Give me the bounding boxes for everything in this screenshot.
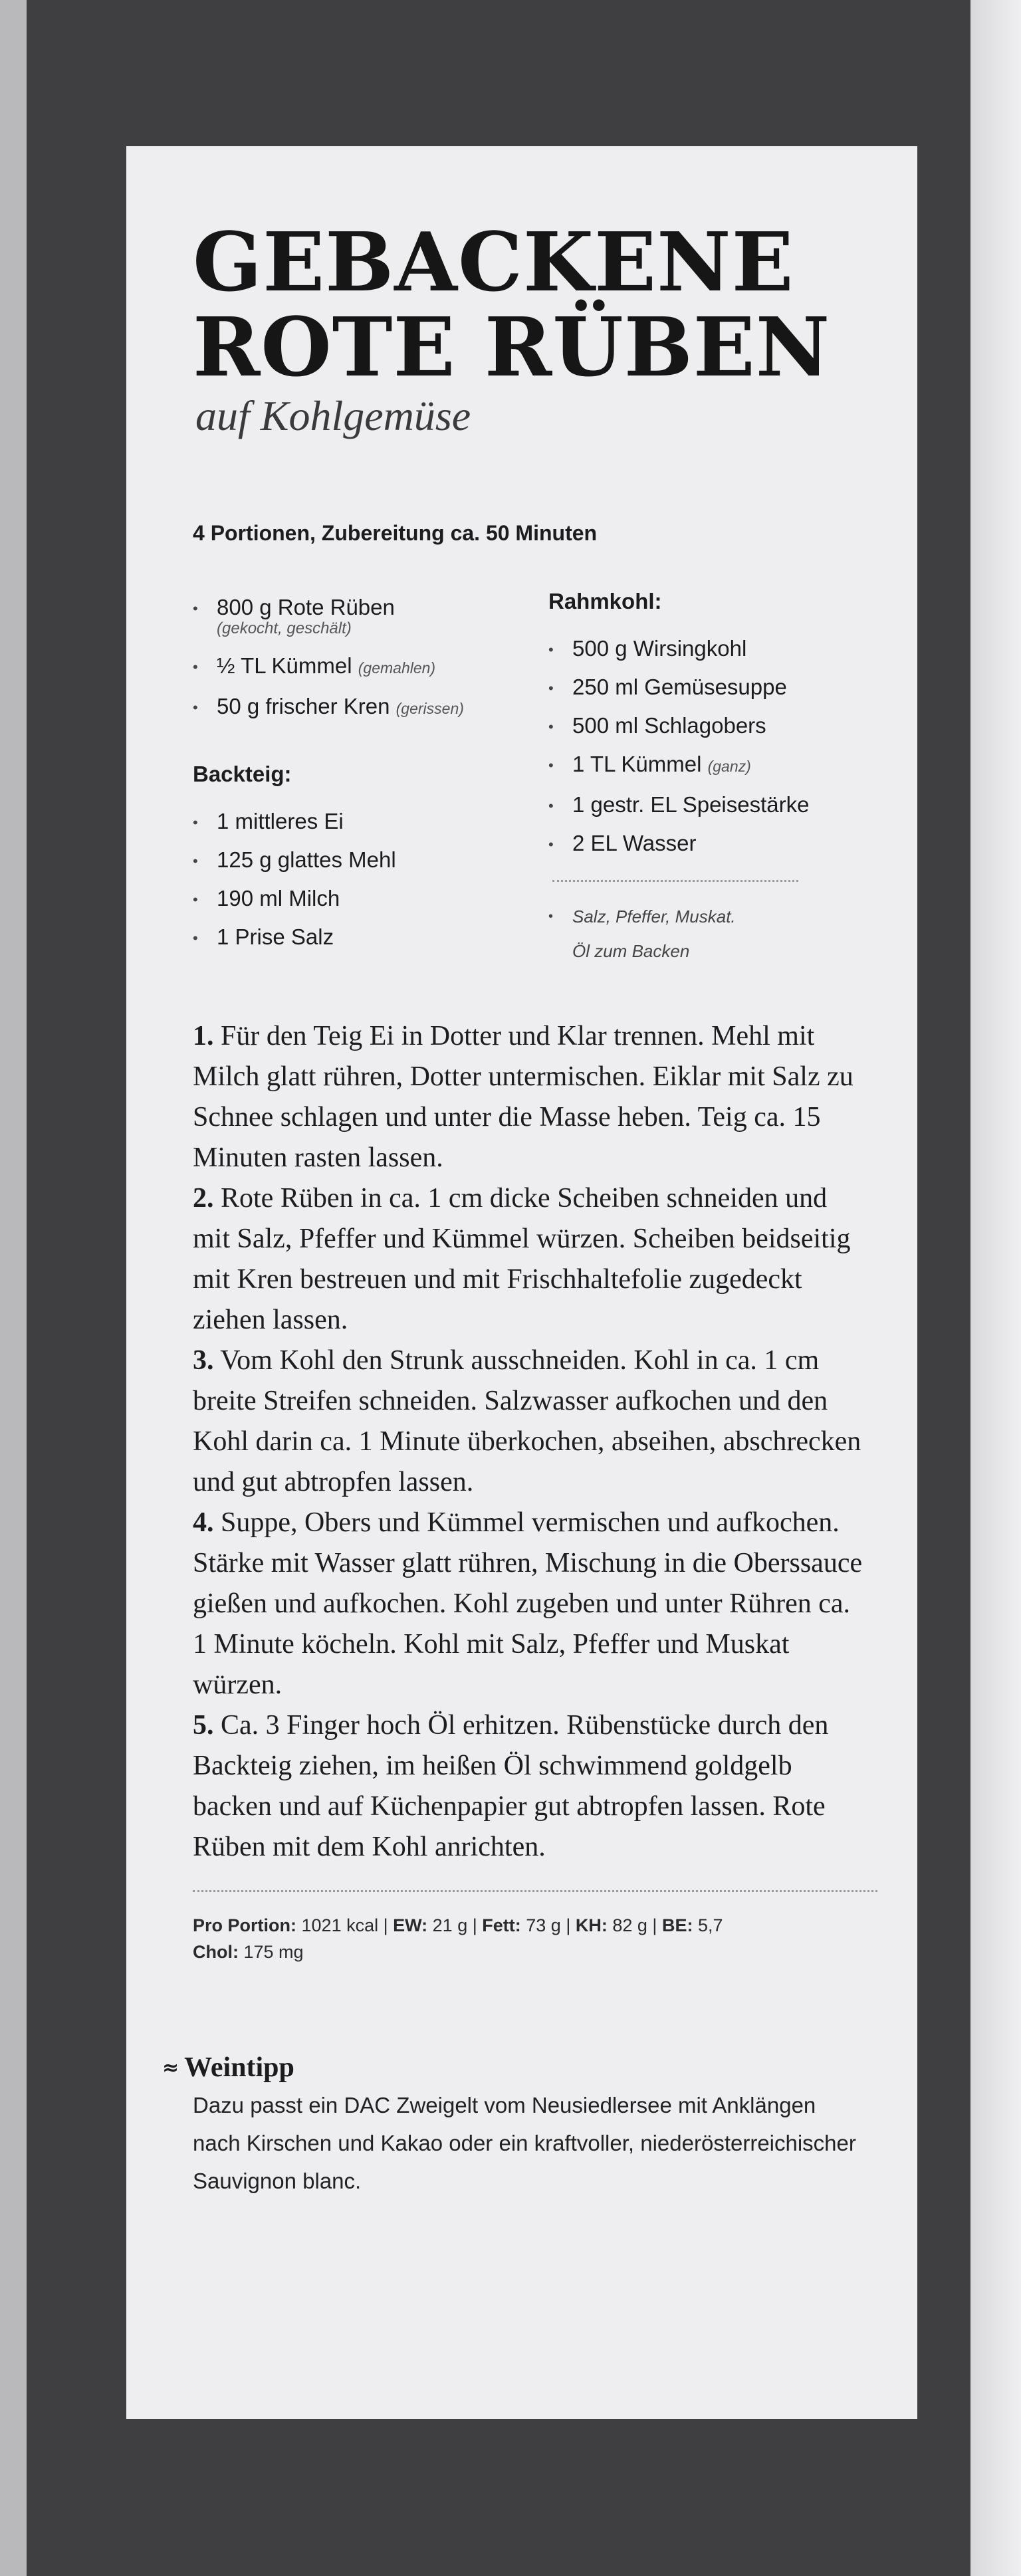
wine-tip-title: Weintipp (184, 2052, 294, 2083)
step-text: Vom Kohl den Strunk ausschneiden. Kohl in ca. 1 cm breite Streifen schneiden. Salzwasser aufkochen und den Kohl darin ca. 1 Minute überkochen, abseihen, abschrecken und gut abtropfen lassen. (193, 1345, 861, 1497)
ingredient-note: (gekocht, geschält) (217, 619, 352, 637)
ingredient-text: 250 ml Gemüsesuppe (572, 675, 787, 699)
nutrition-label: Pro Portion: (193, 1915, 296, 1935)
step-text: Suppe, Obers und Kümmel vermischen und aufkochen. Stärke mit Wasser glatt rühren, Mischung in die Oberssauce gießen und aufkochen. Kohl zugeben und unter Rühren ca. 1 Minute köcheln. Kohl mit Salz, Pfeffer und Muskat würzen. (193, 1507, 863, 1700)
step-5 (193, 1705, 864, 1868)
recipe-title (193, 214, 864, 395)
ingredient-text: 500 g Wirsingkohl (572, 636, 747, 661)
ingredient-text: 1 TL Kümmel (572, 752, 702, 776)
backteig-heading: Backteig: (193, 762, 292, 786)
ingredient-item: • 190 ml Milch (193, 879, 548, 918)
extras-line: Salz, Pfeffer, Muskat. (572, 907, 736, 926)
ingredient-item (548, 668, 864, 706)
recipe-card (126, 146, 917, 2419)
ingredient-item: • 1 Prise Salz (193, 918, 548, 956)
step-text: Für den Teig Ei in Dotter und Klar trennen. Mehl mit Milch glatt rühren, Dotter untermischen. Eiklar mit Salz zu Schnee schlagen und unter die Masse heben. Teig ca. 15 Minuten rasten lassen. (193, 1021, 853, 1173)
nutrition-label: EW: (393, 1915, 428, 1935)
step-text: Ca. 3 Finger hoch Öl erhitzen. Rübenstücke durch den Backteig ziehen, im heißen Öl schwimmend goldgelb backen und auf Küchenpapier gut abtropfen lassen. Rote Rüben mit dem Kohl anrichten. (193, 1710, 829, 1862)
ingredient-text: 50 g frischer Kren (217, 694, 390, 718)
ingredient-item (548, 745, 864, 786)
wine-tip-icon: ≈ (162, 2056, 179, 2080)
rahmkohl-heading: Rahmkohl: (548, 589, 662, 613)
wine-tip-text: Dazu passt ein DAC Zweigelt vom Neusiedlersee mit Anklängen nach Kirschen und Kakao oder ein kraftvoller, niederösterreichischer Sauvignon blanc. (193, 2093, 856, 2193)
ingredient-text: ½ TL Kümmel (217, 653, 352, 678)
step-number: 5. (193, 1710, 214, 1741)
nutrition-label: KH: (575, 1915, 608, 1935)
rahmkohl-list (548, 629, 864, 863)
ingredient-item (548, 629, 864, 668)
title-line-2: ROTE RÜBEN (193, 299, 831, 395)
nutrition-value: 5,7 (697, 1915, 723, 1935)
step-number: 2. (193, 1183, 214, 1214)
nutrition-label: Chol: (193, 1942, 239, 1962)
step-1 (193, 1016, 864, 1178)
ingredient-item (193, 588, 548, 627)
step-4 (193, 1503, 864, 1705)
step-text: Rote Rüben in ca. 1 cm dicke Scheiben schneiden und mit Salz, Pfeffer und Kümmel würzen. Scheiben beidseitig mit Kren bestreuen und mit Frischhaltefolie zugedeckt ziehen lassen. (193, 1183, 851, 1335)
extras-line: Öl zum Backen (572, 941, 690, 961)
dotted-divider (193, 1890, 877, 1892)
ingredients (193, 588, 864, 968)
nutrition-value: 175 mg (243, 1942, 304, 1962)
step-3 (193, 1341, 864, 1503)
extra-ingredients (548, 899, 864, 968)
page-edge (970, 0, 1021, 2576)
bullet-icon: • (548, 909, 554, 924)
step-number: 1. (193, 1021, 214, 1051)
step-number: 4. (193, 1507, 214, 1538)
ingredient-text: 800 g Rote Rüben (217, 595, 395, 619)
step-2 (193, 1178, 864, 1341)
ingredient-text: 500 ml Schlagobers (572, 713, 766, 738)
nutrition-value: 82 g (612, 1915, 647, 1935)
ingredients-left (193, 588, 548, 968)
ingredient-item (193, 687, 548, 728)
ingredient-text: 2 EL Wasser (572, 831, 697, 855)
nutrition-label: Fett: (482, 1915, 521, 1935)
wine-tip (162, 2052, 864, 2200)
ingredient-item (548, 824, 864, 863)
ingredient-text: 1 gestr. EL Speisestärke (572, 792, 810, 817)
ingredient-item: • 125 g glattes Mehl (193, 841, 548, 879)
preparation-steps (193, 1016, 864, 1868)
ingredient-note: (gerissen) (396, 700, 464, 717)
title-line-1: GEBACKENE (193, 214, 794, 310)
wine-tip-heading (162, 2052, 864, 2084)
main-ingredient-list (193, 588, 548, 728)
ingredient-item (548, 706, 864, 745)
dotted-divider (552, 880, 798, 882)
nutrition-value: 73 g (526, 1915, 561, 1935)
ingredient-item (193, 647, 548, 687)
ingredient-item (548, 786, 864, 824)
backteig-list (193, 802, 548, 956)
recipe-subtitle: auf Kohlgemüse (195, 392, 471, 439)
nutrition-label: BE: (661, 1915, 693, 1935)
ingredients-right (548, 588, 864, 968)
ingredient-note: (gemahlen) (358, 659, 436, 677)
step-number: 3. (193, 1345, 214, 1376)
ingredient-note: (ganz) (707, 758, 751, 775)
nutrition-value: 21 g (432, 1915, 468, 1935)
portions-info: 4 Portionen, Zubereitung ca. 50 Minuten (193, 521, 598, 545)
nutrition-kcal: 1021 kcal (301, 1915, 379, 1935)
ingredient-item: • 1 mittleres Ei (193, 802, 548, 841)
nutrition-info: Pro Portion: 1021 kcal | EW: 21 g | Fett: 73 g | KH: 82 g | BE: 5,7 Chol: 175 mg (193, 1915, 723, 1962)
